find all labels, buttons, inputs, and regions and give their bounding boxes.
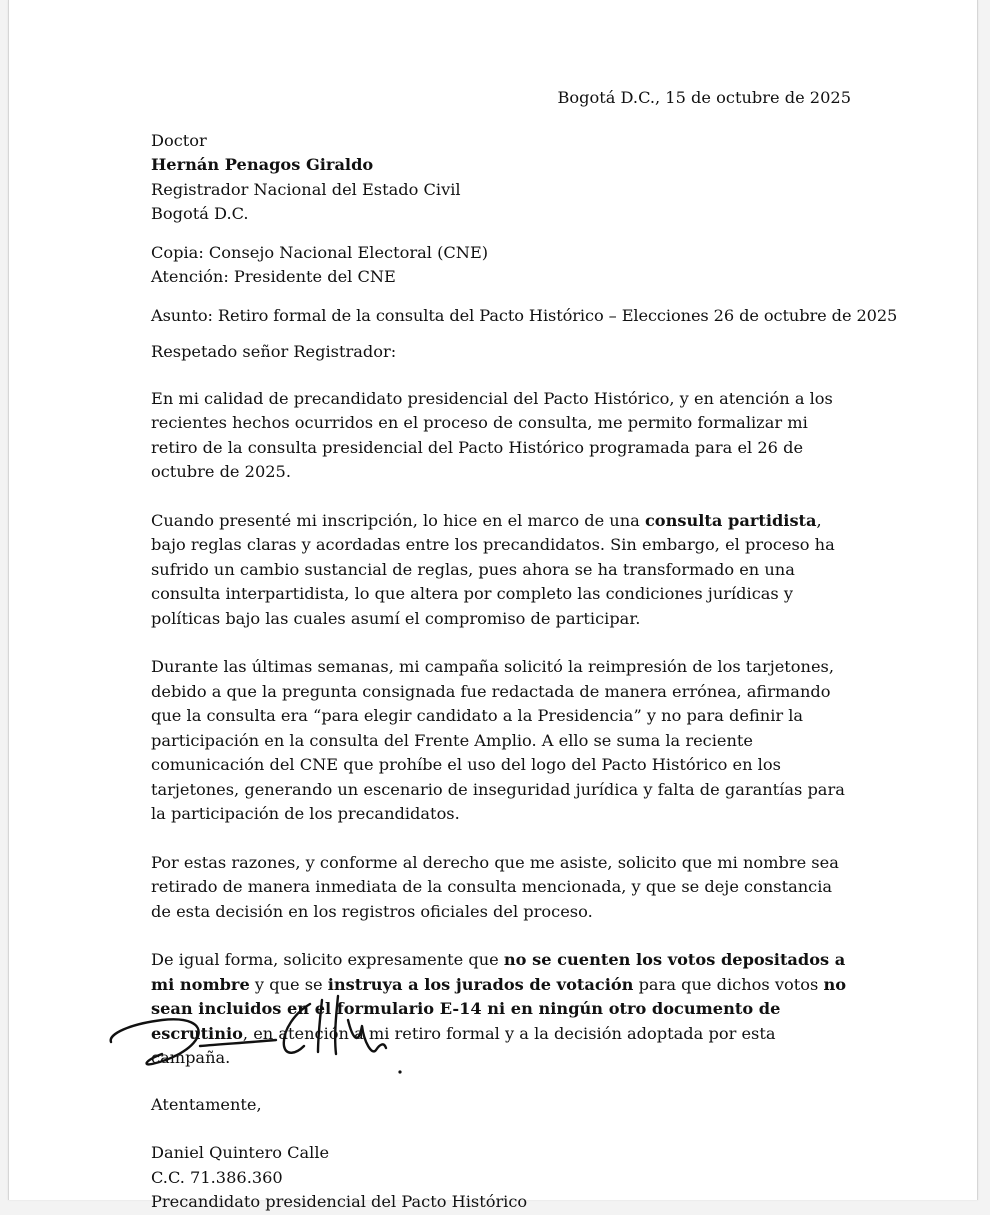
recipient-city: Bogotá D.C.	[151, 204, 249, 223]
paragraph-5: De igual forma, solicito expresamente que no se cuenten los votos depositados a mi nombre y que se instruya a los jurados de votación para que dichos votos no sean incluidos en el formulario E-14 ni en ningún otro documento de escrutinio, en atención a mi retiro formal y a la decisión adoptada por esta campaña.	[151, 950, 847, 1067]
recipient-title: Doctor	[151, 130, 207, 150]
paragraph-1: En mi calidad de precandidato presidencial del Pacto Histórico, y en atención a los recientes hechos ocurridos en el proceso de consulta, me permito formalizar mi retiro de la consulta presidencial del Pacto Histórico programada para el 26 de octubre de 2025.	[151, 388, 833, 481]
subject-line: Asunto: Retiro formal de la consulta del Pacto Histórico – Elecciones 26 de octubre de 2025	[151, 305, 898, 325]
paragraph-2: Cuando presenté mi inscripción, lo hice en el marco de una consulta partidista, bajo reglas claras y acordadas entre los precandidatos. Sin embargo, el proceso ha sufrido un cambio sustancial de reglas, pues ahora se ha transformado en una consulta interpartidista, lo que altera por completo las condiciones jurídicas y políticas bajo las cuales asumí el compromiso de participar.	[151, 510, 835, 628]
paragraph-4: Por estas razones, y conforme al derecho que me asiste, solicito que mi nombre sea retirado de manera inmediata de la consulta mencionada, y que se deje constancia de esta decisión en los registros oficiales del proceso.	[151, 852, 839, 921]
copy-block	[151, 241, 851, 290]
recipient-name: Hernán Penagos Giraldo	[151, 155, 374, 174]
signer-id: C.C. 71.386.360	[151, 1167, 283, 1187]
signer-name: Daniel Quintero Calle	[151, 1143, 330, 1162]
copy-line: Copia: Consejo Nacional Electoral (CNE)	[151, 242, 489, 262]
letter-body	[151, 86, 898, 1215]
signer-block	[151, 1141, 851, 1215]
signer-role: Precandidato presidencial del Pacto Histórico	[151, 1192, 528, 1211]
document-page	[8, 0, 978, 1211]
greeting: Respetado señor Registrador:	[151, 342, 397, 361]
recipient-position: Registrador Nacional del Estado Civil	[151, 179, 461, 199]
attention-line: Atención: Presidente del CNE	[151, 267, 396, 286]
recipient-block	[151, 129, 851, 227]
letter-date: Bogotá D.C., 15 de octubre de 2025	[557, 88, 851, 107]
closing: Atentamente,	[151, 1094, 262, 1114]
paragraph-3: Durante las últimas semanas, mi campaña solicitó la reimpresión de los tarjetones, debido a que la pregunta consignada fue redactada de manera errónea, afirmando que la consulta era “para elegir candidato a la Presidencia” y no para definir la participación en la consulta del Frente Amplio. A ello se suma la reciente comunicación del CNE que prohíbe el uso del logo del Pacto Histórico en los tarjetones, generando un escenario de inseguridad jurídica y falta de garantías para la participación de los precandidatos.	[151, 657, 845, 823]
